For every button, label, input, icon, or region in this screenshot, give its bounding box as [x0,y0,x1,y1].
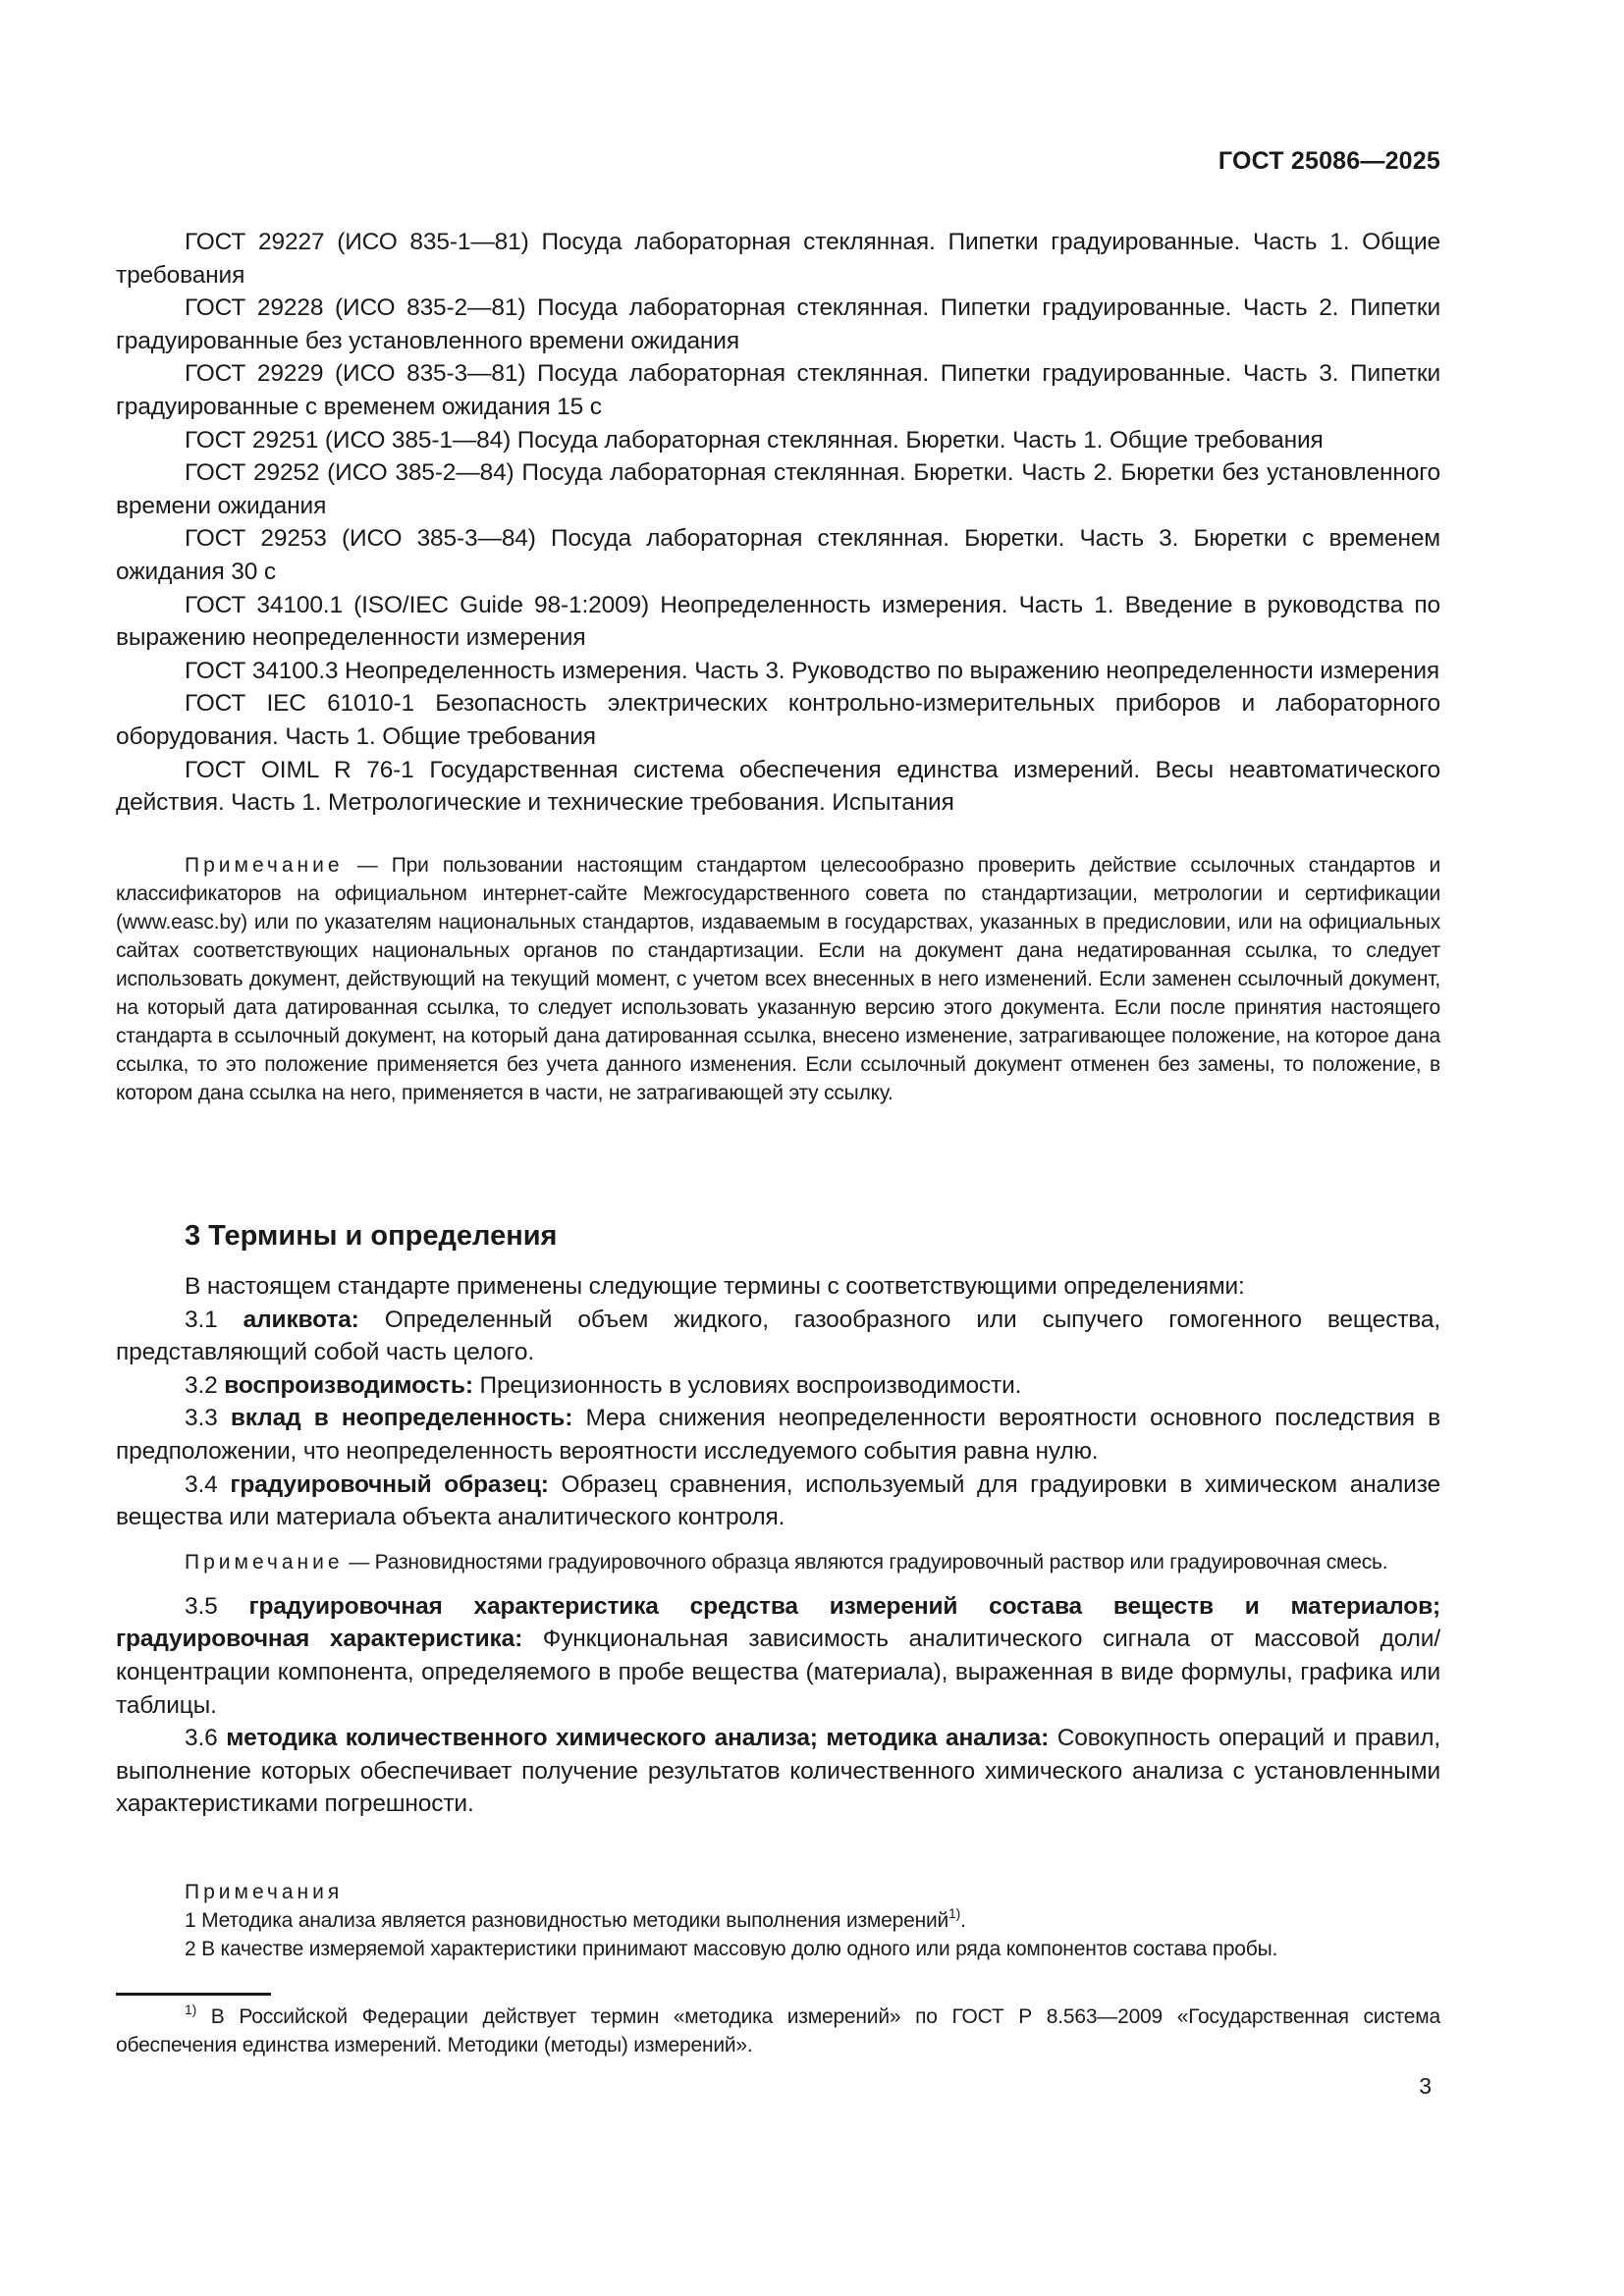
note-label: Примечание [185,1550,344,1574]
reference-item: ГОСТ 29228 (ИСО 835-2—81) Посуда лабораторная стеклянная. Пипетки градуированные. Часть 2. Пипетки градуированные без установленного времени ожидания [116,294,1440,354]
term-item [116,1304,1440,1369]
terms-list [116,1270,1440,1821]
term-item [116,1722,1440,1821]
reference-item: ГОСТ 34100.1 (ISO/IEC Guide 98-1:2009) Неопределенность измерения. Часть 1. Введение в руководства по выражению неопределенности измерения [116,591,1440,652]
term-name: вклад в неопределенность: [230,1405,573,1432]
section-heading: 3 Термины и определения [185,1220,558,1252]
term-item [116,1369,1440,1403]
references-note [116,851,1440,1107]
notes-label: Примечания [185,1881,344,1903]
term-number: 3.4 [185,1470,231,1498]
term-item [116,1590,1440,1722]
term-definition: Прецизионность в условиях воспроизводимости. [472,1371,1022,1399]
term-number: 3.3 [185,1405,231,1432]
reference-item: ГОСТ 29251 (ИСО 385-1—84) Посуда лабораторная стеклянная. Бюретки. Часть 1. Общие требования [185,426,1324,454]
reference-item: ГОСТ IEC 61010-1 Безопасность электрических контрольно-измерительных приборов и лабораторного оборудования. Часть 1. Общие требования [116,690,1440,750]
note-text: — При пользовании настоящим стандартом целесообразно проверить действие ссылочных стандартов и классификаторов на официальном интернет-сайте Межгосударственного совета по стандартизации, метрологии и сертификации (www.easc.by) или по указателям национальных стандартов, издаваемым в государствах, указанных в предисловии, или на официальных сайтах соответствующих национальных органов по стандартизации. Если на документ дана недатированная ссылка, то следует использовать документ, действующий на текущий момент, с учетом всех внесенных в него изменений. Если заменен ссылочный документ, на который дата датированная ссылка, то следует использовать указанную версию этого документа. Если после принятия настоящего стандарта в ссылочный документ, на который дана датированная ссылка, внесено изменение, затрагивающее положение, на которое дана ссылка, то это положение применяется без учета данного изменения. Если ссылочный документ отменен без замены, то положение, в котором дана ссылка на него, применяется в части, не затрагивающей эту ссылку. [116,854,1440,1104]
term-number: 3.5 [185,1592,249,1620]
term-number: 3.6 [185,1725,227,1752]
term-item [116,1402,1440,1468]
reference-item: ГОСТ 34100.3 Неопределенность измерения. Часть 3. Руководство по выражению неопределенности измерения [185,657,1440,684]
reference-item: ГОСТ OIML R 76-1 Государственная система обеспечения единства измерений. Весы неавтоматического действия. Часть 1. Метрологические и технические требования. Испытания [116,756,1440,817]
term-definition: Мера снижения неопределенности вероятности основного последствия в предположении, что неопределенность вероятности исследуемого события равна нулю. [116,1405,1441,1465]
reference-item: ГОСТ 29227 (ИСО 835-1—81) Посуда лабораторная стеклянная. Пипетки градуированные. Часть 1. Общие требования [116,229,1440,289]
footnote [116,2002,1440,2059]
term-definition: Функциональная зависимость аналитического сигнала от массовой доли/концентрации компонента, определяемого в пробе вещества (материала), выраженная в виде формулы, графика или таблицы. [116,1626,1440,1719]
footnote-text: В Российской Федерации действует термин «методика измерений» по ГОСТ Р 8.563—2009 «Государственная система обеспечения единства измерений. Методики (методы) измерений». [116,2005,1440,2056]
footnote-ref[interactable]: 1) [948,1905,961,1921]
note-item: 1 Методика анализа является разновидностью методики выполнения измерений$^{1)}$. [185,1905,966,1932]
footnote-marker: 1) [185,2002,197,2017]
term-name: методика количественного химического анализа; методика анализа: [226,1725,1050,1752]
term-number: 3.1 [185,1306,244,1333]
note-text: — Разновидностями градуировочного образца являются градуировочный раствор или градуировочная смесь. [343,1550,1388,1574]
reference-item: ГОСТ 29252 (ИСО 385-2—84) Посуда лабораторная стеклянная. Бюретки. Часть 2. Бюретки без установленного времени ожидания [116,459,1440,519]
term-definition: Совокупность операций и правил, выполнение которых обеспечивает получение результатов количественного химического анализа с установленными характеристиками погрешности. [116,1725,1441,1818]
term-definition: Определенный объем жидкого, газообразного или сыпучего гомогенного вещества, представляющий собой часть целого. [116,1306,1441,1366]
footnote-separator [116,1993,271,1996]
term-number: 3.2 [185,1371,225,1399]
note-label: Примечание [185,854,344,877]
terms-intro: В настоящем стандарте применены следующие термины с соответствующими определениями: [185,1273,1245,1300]
reference-item: ГОСТ 29229 (ИСО 835-3—81) Посуда лабораторная стеклянная. Пипетки градуированные. Часть 3. Пипетки градуированные с временем ожидания 15 с [116,360,1440,420]
term-name: градуировочный образец: [230,1470,549,1498]
term-definition: Образец сравнения, используемый для градуировки в химическом анализе вещества или материала объекта аналитического контроля. [116,1470,1440,1531]
term-name: аликвота: [243,1306,359,1333]
term-note [116,1548,1440,1576]
term-notes [116,1878,1440,1963]
term-item [116,1468,1440,1534]
document-header-id: ГОСТ 25086—2025 [1218,147,1440,175]
page-number: 3 [1419,2073,1432,2099]
normative-references-list [116,226,1440,820]
term-name: воспроизводимость: [224,1371,473,1399]
note-item: 2 В качестве измеряемой характеристики принимают массовую долю одного или ряда компонентов состава пробы. [185,1938,1278,1960]
term-name: градуировочная характеристика средства измерений состава веществ и материалов; градуировочная характеристика: [116,1592,1440,1653]
reference-item: ГОСТ 29253 (ИСО 385-3—84) Посуда лабораторная стеклянная. Бюретки. Часть 3. Бюретки с временем ожидания 30 с [116,525,1440,585]
